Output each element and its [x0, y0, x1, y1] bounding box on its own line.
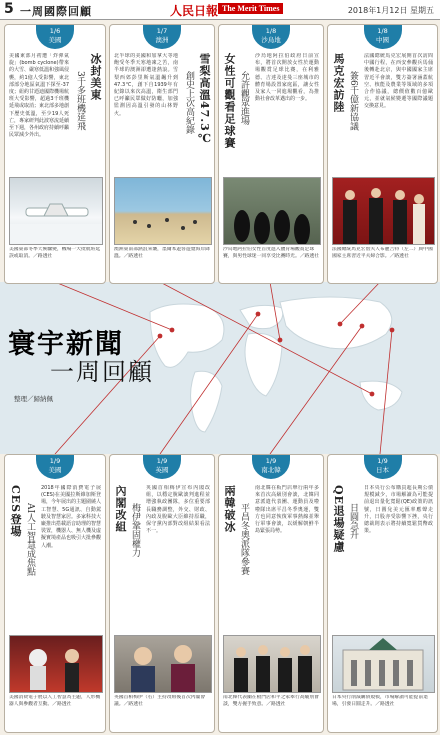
photo-caption: 美國消費電子展以人工智慧為主題，人形機器人與參觀者互動。／路透社 — [9, 695, 101, 707]
story-body: 美國東部月初遭「炸彈氣旋」(bomb cyclone)帶來的大雪、嚴寒低溫和強風侵襲，約1億人受影響，東北部部分地區氣溫下探至-37度；紐約甘迺迪國際機場航班大受影響，超過3千班機延飛或取消；東北部多地創下歷史低溫，至少19人死亡，專家研判此波寒流延續至下週，各州政府持續呼籲民眾減少外出。 — [9, 53, 69, 139]
story-headline: 兩韓破冰 — [223, 485, 236, 533]
story-panel-uk-reshuffle — [109, 454, 215, 733]
photo-caption: 法國總統馬克宏偕夫人布麗吉特（左二）與中國國家主席習近平夫婦合影。／路透社 — [332, 247, 433, 259]
story-panel-japan-qe — [327, 454, 438, 733]
page-number: 5 — [4, 1, 14, 17]
story-panel-us-cold — [4, 24, 106, 284]
issue-date: 2018年1月12日 星期五 — [347, 6, 434, 15]
story-subhead: AI人工智慧成焦點 — [25, 503, 35, 577]
story-body: 法國總統馬克宏展開首次訪問中國行程，在西安參觀兵馬俑後轉赴北京，與中國國家主席習近平會談，雙方簽署涵蓋航空、核能及農業等領域的多項合作協議，總價值數百億歐元，並就氣候變遷等國際議題交換意見。 — [364, 53, 433, 110]
story-body: 英國首相梅伊宣布內閣改組，以穩定脫歐談判進程並增強執政團隊，多位重要部長職務調整，外交、財政、內政及脫歐大臣維持原職，保守黨內部對改組結果看法不一。 — [146, 485, 210, 535]
photo-caption: 澳洲東南部熱浪來襲，墨爾本遊客遊覽海岸降溫。／路透社 — [114, 247, 210, 259]
story-panel-australia-heat — [109, 24, 215, 284]
story-photo — [114, 635, 212, 693]
story-headline: 冰封美東 — [89, 53, 102, 101]
story-panel-korea-talks — [218, 454, 324, 733]
story-photo — [114, 177, 212, 245]
story-headline: CES登場 — [9, 485, 22, 538]
date-tag: 1/7 澳洲 — [143, 25, 181, 49]
story-subhead: 日圓急升 — [348, 503, 358, 539]
date-tag: 1/9 美國 — [36, 455, 74, 479]
date-tag: 1/9 英國 — [143, 455, 181, 479]
story-headline: 內閣改組 — [114, 485, 127, 533]
photo-caption: 日本央行削減購債規模，市場解讀可能提前退場，引發日圓走升。／路透社 — [332, 695, 428, 707]
story-headline: 馬克宏訪陸 — [332, 53, 345, 113]
masthead-badge: The Merit Times — [218, 3, 283, 14]
story-photo — [332, 177, 435, 245]
story-photo — [223, 635, 321, 693]
story-headline: 女性可觀看足球賽 — [223, 53, 236, 149]
story-photo — [9, 635, 103, 693]
story-body: 南北韓在板門店舉行兩年多來首次高級別會談，北韓同意派遣代表團、運動員及啦啦隊出席平昌冬季奧運，雙方也同意恢復軍事熱線並舉行軍事會談，以緩解朝鮮半島緊張局勢。 — [255, 485, 319, 535]
story-subhead: 3千多班機延飛 — [75, 71, 85, 131]
page-header — [0, 0, 440, 20]
date-tag: 1/8 沙烏地 — [252, 25, 290, 49]
photo-caption: 沙烏地阿拉伯女性首度進入體育場觀賞足球賽，與男性球迷一同享受比賽時光。／路透社 — [223, 247, 319, 259]
story-panel-ces — [4, 454, 106, 733]
section-title: 一周國際回顧 — [20, 5, 92, 18]
story-headline: QE退場疑慮 — [332, 485, 345, 553]
newspaper-logo: 人民日報 — [170, 4, 219, 18]
photo-caption: 英國首相梅伊（右）主持改組後首次內閣會議。／路透社 — [114, 695, 206, 707]
story-photo — [223, 177, 321, 245]
story-photo — [332, 635, 435, 693]
story-headline: 雪梨高溫47.3℃ — [198, 53, 211, 146]
story-body: 北半球的美國和加拿大等地飽受冬季天寒地凍之苦，南半球的澳洲卻遭逢熱浪。雪梨西郊彭里斯氣溫飆升到47.3℃，創下自1939年有紀錄以來次高溫，衛生部門已呼籲民眾做好防曬，加強監測因高溫引發的山林野火。 — [114, 53, 178, 117]
story-photo — [9, 177, 103, 245]
story-panel-macron-china — [327, 24, 438, 284]
photo-caption: 美國東部冬季天候驟變，機場一大批航班延誤或取消。／路透社 — [9, 247, 101, 259]
story-subhead: 簽6千億新協議 — [348, 71, 358, 131]
feature-subtitle: 一周回顧 — [50, 358, 154, 386]
date-tag: 1/9 南北韓 — [252, 455, 290, 479]
story-subhead: 梅伊鞏固權力 — [130, 503, 140, 557]
story-subhead: 平昌冬奧派隊參賽 — [239, 503, 249, 575]
story-body: 2018年國際消費電子展(CES)在美國拉斯維加斯登場，今年展出的主題圍繞人工智慧、5G通訊、自動駕駛及智慧家居。多家科技大廠推出搭載語音助理的智慧裝置，機器人、無人機及虛擬實境產品也吸引大批參觀人潮。 — [41, 485, 101, 549]
date-tag: 1/8 中國 — [364, 25, 402, 49]
story-subhead: 允許觀眾進場 — [239, 71, 249, 125]
feature-title: 寰宇新聞 — [8, 329, 124, 360]
feature-byline: 整理／歸納佩 — [14, 395, 53, 403]
date-tag: 1/6 美國 — [36, 25, 74, 49]
story-subhead: 創史上次高紀錄 — [184, 71, 194, 134]
story-panel-saudi-women — [218, 24, 324, 284]
story-body: 沙烏地阿拉伯政府日前宣布，將首次開放女性於運動場觀賞足球比賽，在利雅德、吉達及達曼三座城市的體育場設置家庭區，讓女性及家人一同進場觀看，為推動社會改革邁出的一步。 — [255, 53, 319, 103]
photo-caption: 南北韓代表團在板門店和平之家舉行高級別會談，雙方握手致意。／路透社 — [223, 695, 319, 707]
story-body: 日本央行公布購買超長期公債規模減少，市場解讀為可能提前退出量化寬鬆(QE)政策的訊號，日圓兌美元匯率應聲走升，日股亦受影響下挫，央行總裁則表示將持續寬鬆貨幣政策。 — [364, 485, 433, 535]
date-tag: 1/9 日本 — [364, 455, 402, 479]
